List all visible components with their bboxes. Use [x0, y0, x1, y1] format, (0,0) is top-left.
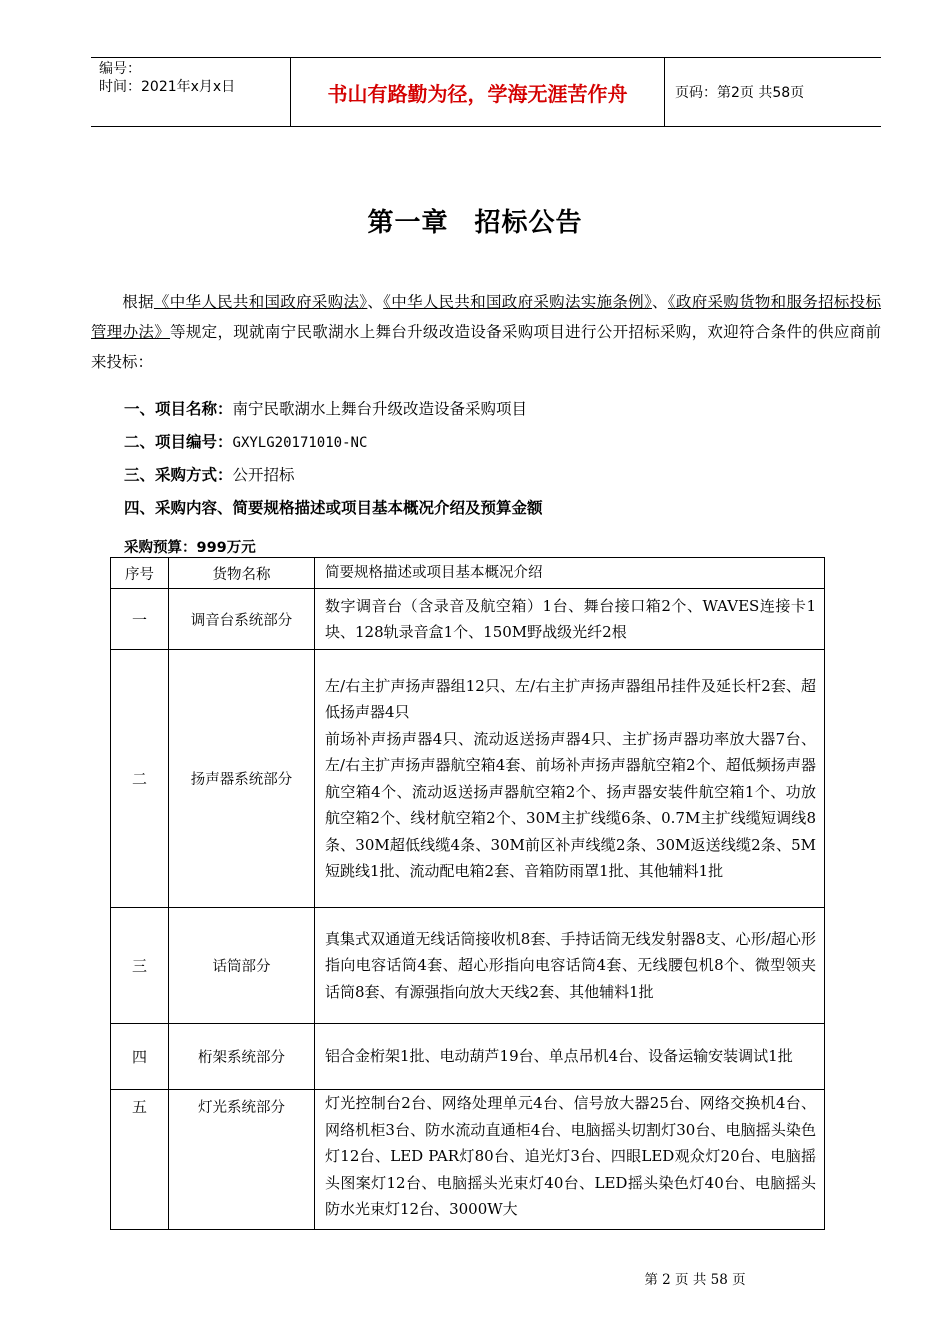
- table-row: [111, 908, 825, 1024]
- table-row: [111, 1090, 825, 1230]
- page-header: [91, 57, 881, 127]
- item-label: 二、项目编号：: [124, 433, 233, 451]
- table-header: 简要规格描述或项目基本概况介绍: [315, 558, 825, 589]
- chapter-title-part2: 招标公告: [474, 208, 583, 238]
- item-label: 一、项目名称：: [124, 400, 233, 418]
- item-value: 南宁民歌湖水上舞台升级改造设备采购项目: [232, 400, 528, 418]
- item-value: GXYLG20171010-NC: [232, 435, 368, 451]
- row-number: 二: [111, 650, 169, 908]
- header-page-label: 页码：第2页 共58页: [675, 85, 805, 101]
- item-project-name: [124, 397, 527, 419]
- row-number: 五: [111, 1090, 169, 1230]
- row-goods-name: 桁架系统部分: [169, 1024, 315, 1090]
- row-description: 铝合金桁架1批、电动葫芦19台、单点吊机4台、设备运输安装调试1批: [315, 1024, 825, 1090]
- chapter-title: [0, 202, 950, 239]
- intro-sep-1: 、: [367, 293, 384, 311]
- row-description: 灯光控制台2台、网络处理单元4台、信号放大器25台、网络交换机4台、网络机柜3台、防水流动直通柜4台、电脑摇头切割灯30台、电脑摇头染色灯12台、LED PAR灯80台、追光灯3台、四眼LED观众灯20台、电脑摇头图案灯12台、电脑摇头光束灯40台、LED摇头染色灯40台、电脑摇头防水光束灯12台、3000W大: [315, 1090, 825, 1230]
- law-link-2: 《中华人民共和国政府采购法实施条例》: [383, 293, 653, 311]
- header-info: [91, 58, 291, 126]
- chapter-title-part1: 第一章: [367, 208, 449, 238]
- item-procurement-method: [124, 463, 295, 485]
- row-goods-name: 灯光系统部分: [169, 1090, 315, 1230]
- procurement-table: [110, 557, 825, 1230]
- table-row: [111, 589, 825, 650]
- item-procurement-content: [124, 496, 543, 518]
- number-label: 编号：: [99, 61, 141, 77]
- row-goods-name: 调音台系统部分: [169, 589, 315, 650]
- time-label: 时间：2021年x月x日: [99, 79, 236, 95]
- item-label: 三、采购方式：: [124, 466, 233, 484]
- page-footer: 第 2 页 共 58 页: [644, 1272, 746, 1288]
- item-project-number: [124, 430, 367, 452]
- row-number: 四: [111, 1024, 169, 1090]
- table-header: 货物名称: [169, 558, 315, 589]
- row-goods-name: 扬声器系统部分: [169, 650, 315, 908]
- row-number: 三: [111, 908, 169, 1024]
- intro-paragraph: [91, 287, 881, 377]
- table-header-row: [111, 558, 825, 589]
- row-description: 数字调音台（含录音及航空箱）1台、舞台接口箱2个、WAVES连接卡1块、128轨录音盒1个、150M野战级光纤2根: [315, 589, 825, 650]
- table-row: [111, 650, 825, 908]
- table-row: [111, 1024, 825, 1090]
- row-goods-name: 话筒部分: [169, 908, 315, 1024]
- procurement-budget: 采购预算：999万元: [124, 540, 256, 556]
- intro-sep-2: 、: [652, 293, 668, 311]
- header-motto: 书山有路勤为径，学海无涯苦作舟: [291, 58, 665, 126]
- row-number: 一: [111, 589, 169, 650]
- intro-prefix: 根据: [122, 293, 154, 311]
- item-value: 公开招标: [232, 466, 295, 484]
- row-description: 真集式双通道无线话筒接收机8套、手持话筒无线发射器8支、心形/超心形指向电容话筒4套、超心形指向电容话筒4套、无线腰包机8个、微型领夹话筒8套、有源强指向放大天线2套、其他辅料1批: [315, 908, 825, 1024]
- row-description: 左/右主扩声扬声器组12只、左/右主扩声扬声器组吊挂件及延长杆2套、超低扬声器4只 前场补声扬声器4只、流动返送扬声器4只、主扩扬声器功率放大器7台、左/右主扩声扬声器航空箱4套、前场补声扬声器航空箱2个、超低频扬声器航空箱4个、流动返送扬声器航空箱2个、扬声器安装件航空箱1个、功放航空箱2个、线材航空箱2个、30M主扩线缆6条、0.7M主扩线缆短调线8条、30M超低线缆4条、30M前区补声线缆2条、30M返送线缆2条、5M短跳线1批、流动配电箱2套、音箱防雨罩1批、其他辅料1批: [315, 650, 825, 908]
- intro-suffix: 等规定，现就南宁民歌湖水上舞台升级改造设备采购项目进行公开招标采购，欢迎符合条件的供应商前来投标：: [91, 323, 881, 371]
- item-label: 四、采购内容、简要规格描述或项目基本概况介绍及预算金额: [124, 499, 543, 517]
- law-link-1: 《中华人民共和国政府采购法》: [153, 293, 368, 311]
- law-link-3: 《政府采购货物和服务招标投标管理办法》: [91, 293, 881, 341]
- table-header: 序号: [111, 558, 169, 589]
